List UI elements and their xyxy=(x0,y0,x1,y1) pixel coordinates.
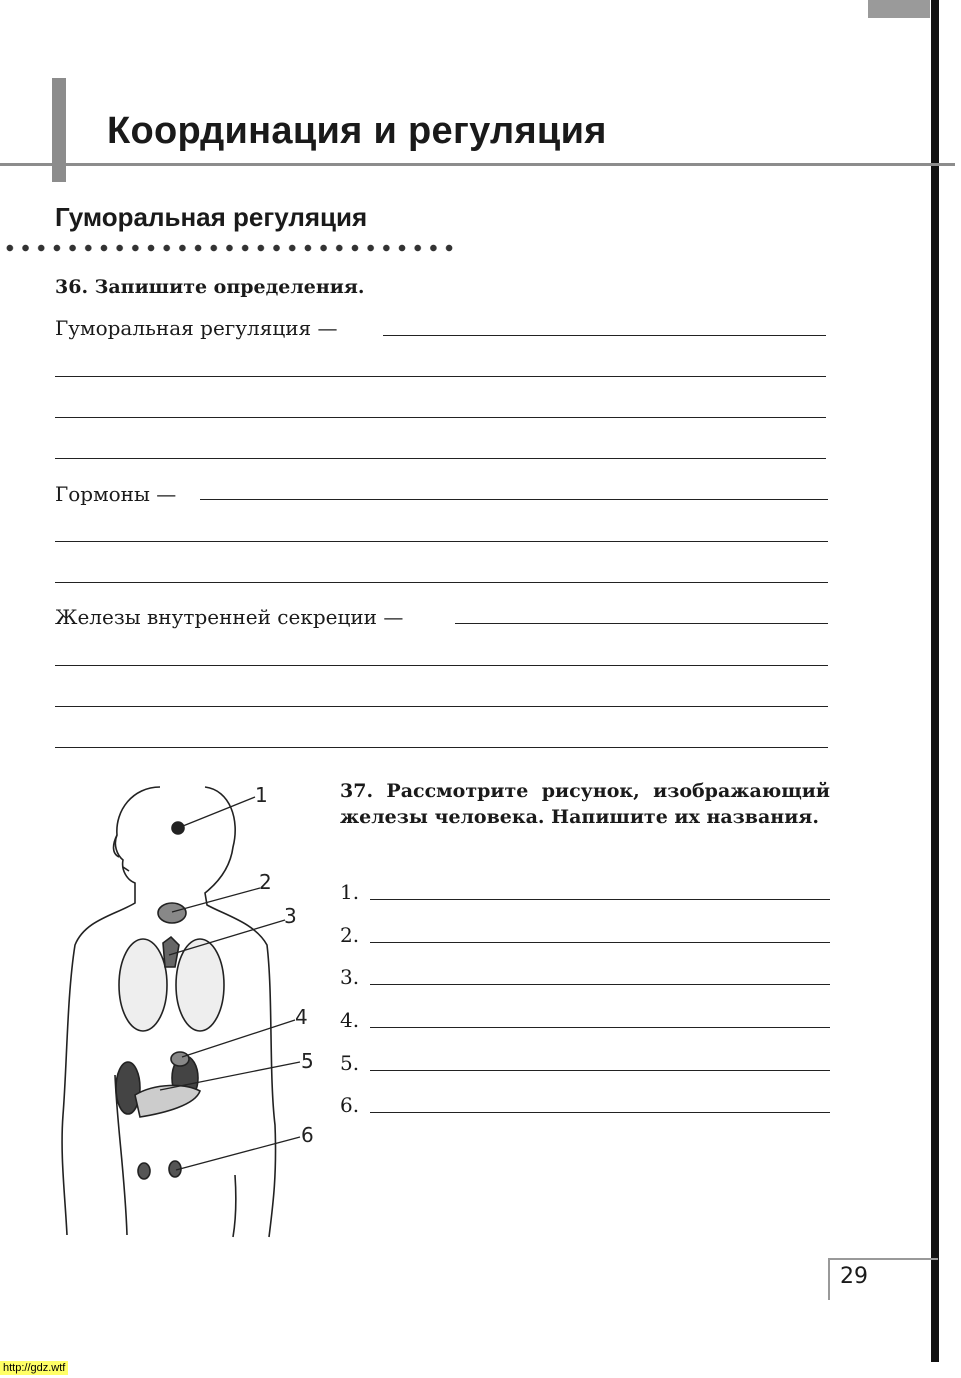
figure-label-4: 4 xyxy=(295,1005,308,1029)
answer-number-5: 5. xyxy=(340,1051,360,1075)
gonad-left xyxy=(138,1163,150,1179)
term-endocrine-glands: Железы внутренней секреции — xyxy=(55,605,404,629)
answer-line[interactable] xyxy=(55,417,826,418)
figure-label-1: 1 xyxy=(255,783,268,807)
answer-line-6[interactable] xyxy=(370,1112,830,1113)
task-36-heading: 36. Запишите определения. xyxy=(55,276,365,298)
adrenal-gland xyxy=(171,1052,189,1066)
answer-number-3: 3. xyxy=(340,965,360,989)
figure-label-3: 3 xyxy=(284,904,297,928)
answer-line-3[interactable] xyxy=(370,984,830,985)
figure-label-6: 6 xyxy=(301,1123,314,1147)
answer-line[interactable] xyxy=(55,376,826,377)
chapter-rule xyxy=(0,163,955,166)
lung-left xyxy=(119,939,167,1031)
pancreas xyxy=(135,1085,200,1117)
dotted-divider xyxy=(2,243,457,253)
answer-number-2: 2. xyxy=(340,923,360,947)
answer-line[interactable] xyxy=(55,747,828,748)
figure-label-5: 5 xyxy=(301,1049,314,1073)
answer-number-6: 6. xyxy=(340,1093,360,1117)
page-corner-shadow xyxy=(868,0,930,18)
page-number: 29 xyxy=(840,1264,868,1289)
figure-label-2: 2 xyxy=(259,870,272,894)
answer-number-4: 4. xyxy=(340,1008,360,1032)
answer-line-1[interactable] xyxy=(370,899,830,900)
answer-line-4[interactable] xyxy=(370,1027,830,1028)
answer-line-5[interactable] xyxy=(370,1070,830,1071)
thyroid-gland xyxy=(158,903,186,923)
glands-figure xyxy=(55,775,325,1250)
answer-number-1: 1. xyxy=(340,880,360,904)
chapter-marker-bar xyxy=(52,78,66,182)
answer-line[interactable] xyxy=(200,499,828,500)
answer-line[interactable] xyxy=(55,458,826,459)
chapter-title: Координация и регуляция xyxy=(107,110,607,152)
answer-line-2[interactable] xyxy=(370,942,830,943)
answer-line[interactable] xyxy=(383,335,826,336)
answer-line[interactable] xyxy=(55,706,828,707)
term-hormones: Гормоны — xyxy=(55,482,177,506)
footer-link[interactable]: http://gdz.wtf xyxy=(0,1361,68,1375)
lung-right xyxy=(176,939,224,1031)
answer-line[interactable] xyxy=(55,541,828,542)
kidney-left xyxy=(116,1062,140,1114)
page-edge xyxy=(931,0,939,1362)
answer-line[interactable] xyxy=(455,623,828,624)
task-37-heading: 37. Рассмотрите рисунок, изображающий железы человека. Напишите их названия. xyxy=(340,780,830,828)
thymus-gland xyxy=(163,937,179,967)
answer-line[interactable] xyxy=(55,582,828,583)
answer-line[interactable] xyxy=(55,665,828,666)
section-title: Гуморальная регуляция xyxy=(55,202,368,232)
term-humoral: Гуморальная регуляция — xyxy=(55,316,338,340)
